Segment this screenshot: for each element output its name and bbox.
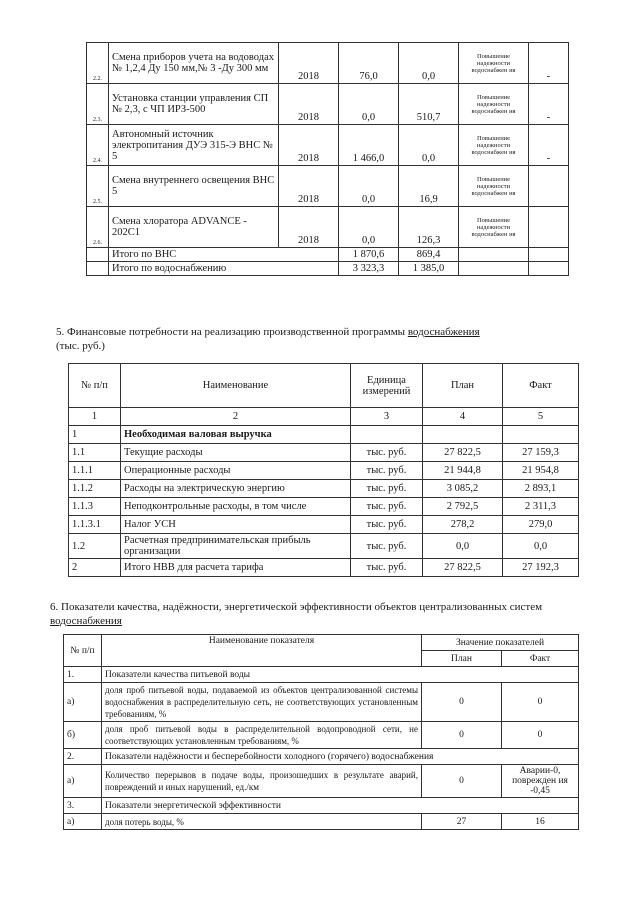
indicator-group: Показатели качества питьевой воды xyxy=(102,667,579,683)
purpose-note: Повышение надежности водоснабжен ия xyxy=(459,207,529,248)
table-row xyxy=(69,480,579,498)
row-name: Текущие расходы xyxy=(121,444,351,462)
value-1: 0,0 xyxy=(339,84,399,125)
row-number: 1. xyxy=(64,667,102,683)
empty-cell xyxy=(459,248,529,262)
indicator-fact: 16 xyxy=(502,814,579,830)
measure-name: Смена внутреннего освещения ВНС 5 xyxy=(109,166,279,207)
dash-cell: - xyxy=(529,84,569,125)
row-unit: тыс. руб. xyxy=(351,480,423,498)
value-1: 0,0 xyxy=(339,166,399,207)
table-row xyxy=(69,498,579,516)
value-2: 510,7 xyxy=(399,84,459,125)
indicator-name: Количество перерывов в подаче воды, произошедших в результате аварий, повреждений и иных нарушений, ед./км xyxy=(102,765,422,798)
row-unit: тыс. руб. xyxy=(351,444,423,462)
table-row xyxy=(69,534,579,559)
row-unit: тыс. руб. xyxy=(351,559,423,577)
row-fact: 0,0 xyxy=(503,534,579,559)
header-name: Наименование показателя xyxy=(102,635,422,667)
row-plan: 27 822,5 xyxy=(423,444,503,462)
row-name: Расходы на электрическую энергию xyxy=(121,480,351,498)
total-row xyxy=(87,248,569,262)
colnum: 2 xyxy=(121,408,351,426)
table-row xyxy=(69,426,579,444)
row-number: 2.2. xyxy=(87,43,109,84)
row-number: 1.2 xyxy=(69,534,121,559)
row-plan: 0,0 xyxy=(423,534,503,559)
value-2: 16,9 xyxy=(399,166,459,207)
indicators-table xyxy=(63,634,579,830)
value-1: 1 466,0 xyxy=(339,125,399,166)
colnum: 1 xyxy=(69,408,121,426)
dash-cell xyxy=(529,207,569,248)
table-row xyxy=(87,43,569,84)
row-fact: 2 893,1 xyxy=(503,480,579,498)
row-plan: 27 822,5 xyxy=(423,559,503,577)
row-name: Операционные расходы xyxy=(121,462,351,480)
measure-name: Смена хлоратора ADVANCE - 202C1 xyxy=(109,207,279,248)
colnum: 3 xyxy=(351,408,423,426)
total-label: Итого по ВНС xyxy=(109,248,339,262)
row-name: Налог УСН xyxy=(121,516,351,534)
year: 2018 xyxy=(279,84,339,125)
indicators-table-header xyxy=(64,635,579,651)
measure-name: Смена приборов учета на водоводах № 1,2,4 Ду 150 мм,№ 3 -Ду 300 мм xyxy=(109,43,279,84)
row-number: 1 xyxy=(69,426,121,444)
value-1: 0,0 xyxy=(339,207,399,248)
purpose-note: Повышение надежности водоснабжен ия xyxy=(459,84,529,125)
row-number: 1.1.3 xyxy=(69,498,121,516)
row-unit: тыс. руб. xyxy=(351,516,423,534)
year: 2018 xyxy=(279,207,339,248)
section-5-title: 5. Финансовые потребности на реализацию производственной программы xyxy=(56,326,408,338)
dash-cell: - xyxy=(529,43,569,84)
section-5-unit: (тыс. руб.) xyxy=(56,340,105,352)
financial-table xyxy=(68,363,579,577)
row-fact: 27 159,3 xyxy=(503,444,579,462)
row-name: Неподконтрольные расходы, в том числе xyxy=(121,498,351,516)
section-5-title-underlined: водоснабжения xyxy=(407,326,480,338)
table-row xyxy=(69,444,579,462)
row-name: Необходимая валовая выручка xyxy=(121,426,351,444)
measure-name: Установка станции управления СП № 2,3, с ЧП ИРЗ-500 xyxy=(109,84,279,125)
indicator-plan: 0 xyxy=(422,722,502,749)
row-fact: 27 192,3 xyxy=(503,559,579,577)
row-plan: 278,2 xyxy=(423,516,503,534)
total-value-1: 3 323,3 xyxy=(339,262,399,276)
row-number: а) xyxy=(64,683,102,722)
row-number: 2.3. xyxy=(87,84,109,125)
empty-cell xyxy=(529,248,569,262)
header-num: № п/п xyxy=(69,364,121,408)
indicator-plan: 27 xyxy=(422,814,502,830)
header-plan: План xyxy=(423,364,503,408)
header-name: Наименование xyxy=(121,364,351,408)
row-number: 2. xyxy=(64,749,102,765)
purpose-note: Повышение надежности водоснабжен ия xyxy=(459,166,529,207)
row-number: 2.6. xyxy=(87,207,109,248)
row-number: а) xyxy=(64,765,102,798)
table-row xyxy=(64,722,579,749)
section-6-heading xyxy=(50,600,590,628)
table-row xyxy=(64,749,579,765)
section-6-title: 6. Показатели качества, надёжности, энергетической эффективности объектов централизованных систем xyxy=(50,601,543,613)
row-unit xyxy=(351,426,423,444)
indicator-fact: 0 xyxy=(502,722,579,749)
table-row xyxy=(64,814,579,830)
table-row xyxy=(64,765,579,798)
purpose-note: Повышение надежности водоснабжен ия xyxy=(459,125,529,166)
row-plan: 2 792,5 xyxy=(423,498,503,516)
section-5-heading xyxy=(56,325,586,353)
value-2: 0,0 xyxy=(399,43,459,84)
total-row xyxy=(87,262,569,276)
indicator-name: доля потерь воды, % xyxy=(102,814,422,830)
row-number: 3. xyxy=(64,798,102,814)
empty-cell xyxy=(529,262,569,276)
row-number: 1.1.1 xyxy=(69,462,121,480)
row-fact: 2 311,3 xyxy=(503,498,579,516)
row-fact: 21 954,8 xyxy=(503,462,579,480)
indicators-table-body xyxy=(64,667,579,830)
table-row xyxy=(69,516,579,534)
row-number: 1.1 xyxy=(69,444,121,462)
header-fact: Факт xyxy=(503,364,579,408)
year: 2018 xyxy=(279,166,339,207)
header-plan: План xyxy=(422,651,502,667)
header-fact: Факт xyxy=(502,651,579,667)
indicator-group: Показатели энергетической эффективности xyxy=(102,798,579,814)
indicator-name: доля проб питьевой воды, подаваемой из объектов централизованной системы водоснабжения в распределительную сеть, не соответствующих установленным требованиям, % xyxy=(102,683,422,722)
investment-table-body xyxy=(87,43,569,276)
table-row xyxy=(64,667,579,683)
table-row xyxy=(87,125,569,166)
empty-cell xyxy=(87,262,109,276)
financial-table-colnums xyxy=(69,408,579,426)
table-row xyxy=(64,798,579,814)
financial-table-header xyxy=(69,364,579,408)
total-label: Итого по водоснабжению xyxy=(109,262,339,276)
indicator-name: доля проб питьевой воды в распределительной водопроводной сети, не соответствующих установленным требованиям, % xyxy=(102,722,422,749)
value-2: 0,0 xyxy=(399,125,459,166)
row-unit: тыс. руб. xyxy=(351,462,423,480)
colnum: 5 xyxy=(503,408,579,426)
row-name: Расчетная предпринимательская прибыль организации xyxy=(121,534,351,559)
indicator-plan: 0 xyxy=(422,765,502,798)
measure-name: Автономный источник электропитания ДУЭ 315-Э ВНС № 5 xyxy=(109,125,279,166)
value-2: 126,3 xyxy=(399,207,459,248)
investment-table xyxy=(86,42,569,276)
dash-cell xyxy=(529,166,569,207)
indicator-fact: Аварии-0, поврежден ия -0,45 xyxy=(502,765,579,798)
value-1: 76,0 xyxy=(339,43,399,84)
row-number: 1.1.3.1 xyxy=(69,516,121,534)
total-value-1: 1 870,6 xyxy=(339,248,399,262)
table-row xyxy=(87,207,569,248)
row-number: б) xyxy=(64,722,102,749)
empty-cell xyxy=(459,262,529,276)
row-name: Итого НВВ для расчета тарифа xyxy=(121,559,351,577)
row-number: 2.5. xyxy=(87,166,109,207)
empty-cell xyxy=(87,248,109,262)
year: 2018 xyxy=(279,125,339,166)
row-number: а) xyxy=(64,814,102,830)
header-unit: Единица измерений xyxy=(351,364,423,408)
dash-cell: - xyxy=(529,125,569,166)
header-value: Значение показателей xyxy=(422,635,579,651)
table-row xyxy=(87,166,569,207)
row-unit: тыс. руб. xyxy=(351,534,423,559)
table-row xyxy=(69,462,579,480)
indicator-group: Показатели надёжности и бесперебойности холодного (горячего) водоснабжения xyxy=(102,749,579,765)
table-row xyxy=(87,84,569,125)
year: 2018 xyxy=(279,43,339,84)
row-fact xyxy=(503,426,579,444)
row-plan: 3 085,2 xyxy=(423,480,503,498)
row-fact: 279,0 xyxy=(503,516,579,534)
row-plan: 21 944,8 xyxy=(423,462,503,480)
row-unit: тыс. руб. xyxy=(351,498,423,516)
table-row xyxy=(69,559,579,577)
table-row xyxy=(64,683,579,722)
row-number: 1.1.2 xyxy=(69,480,121,498)
row-number: 2.4. xyxy=(87,125,109,166)
purpose-note: Повышение надежности водоснабжен ия xyxy=(459,43,529,84)
indicator-fact: 0 xyxy=(502,683,579,722)
indicator-plan: 0 xyxy=(422,683,502,722)
section-6-title-underlined: водоснабжения xyxy=(50,615,122,627)
total-value-2: 1 385,0 xyxy=(399,262,459,276)
header-num: № п/п xyxy=(64,635,102,667)
total-value-2: 869,4 xyxy=(399,248,459,262)
colnum: 4 xyxy=(423,408,503,426)
row-plan xyxy=(423,426,503,444)
financial-table-body xyxy=(69,426,579,577)
row-number: 2 xyxy=(69,559,121,577)
